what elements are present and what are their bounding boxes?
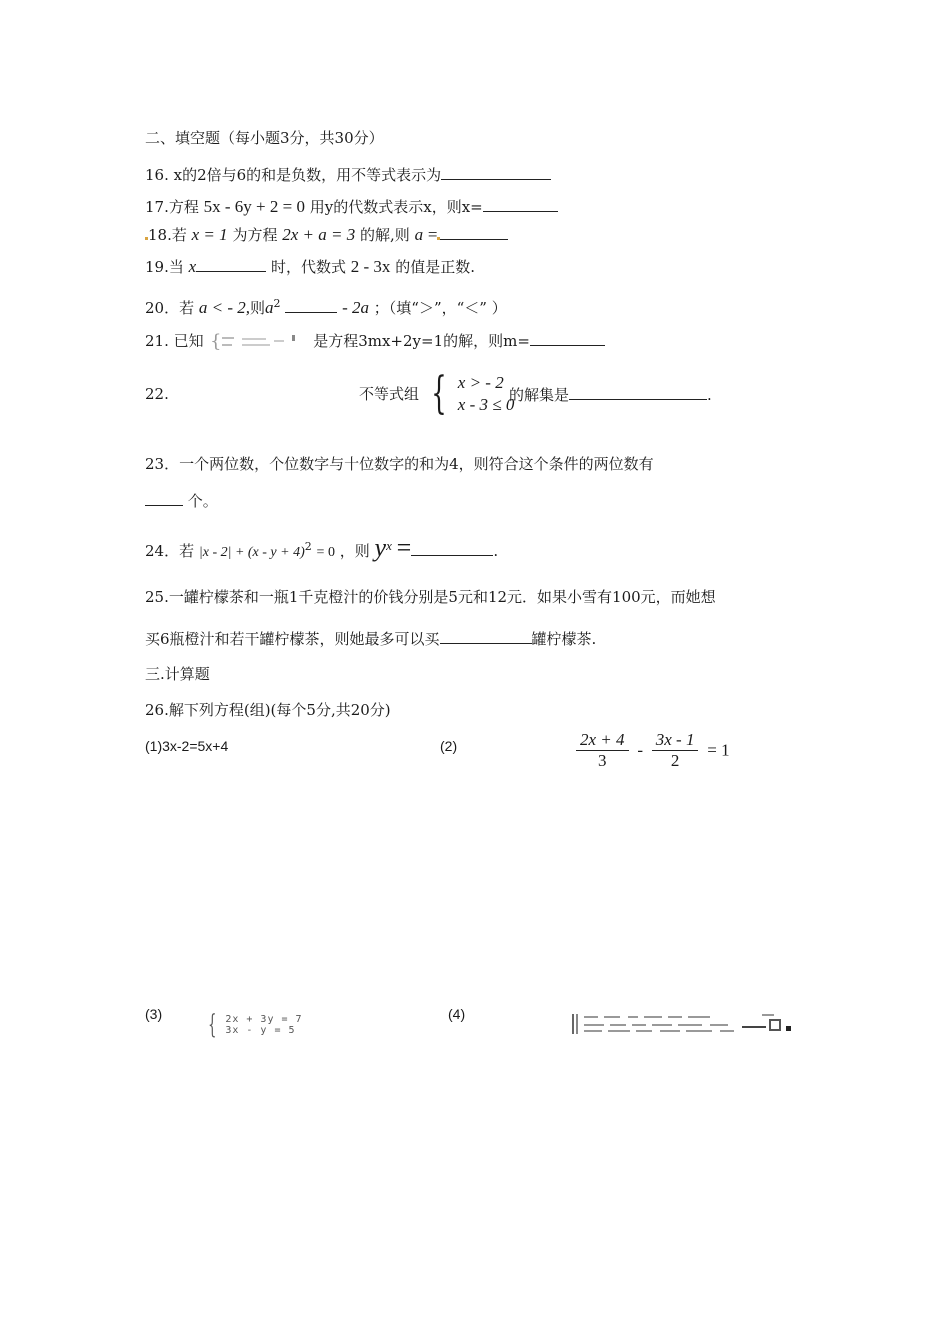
q26-part2-label: (2) [440, 738, 458, 754]
q18-equation: 2x + a = 3 [282, 225, 356, 244]
blurred-equation-system-image [570, 1012, 840, 1038]
q26-part3-line1: 2x + 3y = 7 [225, 1014, 303, 1025]
q19-pre: 19.当 [145, 258, 184, 276]
answer-blank[interactable] [285, 297, 337, 313]
rhs: = 1 [707, 740, 730, 760]
q19-post: 的值是正数. [395, 258, 475, 276]
q17-equation: 5x - 6y + 2 = 0 [203, 197, 305, 216]
fraction-2-numerator: 3x - 1 [652, 730, 699, 751]
fraction-1 [576, 730, 629, 771]
answer-blank[interactable] [530, 330, 605, 346]
q20-then: 则 [250, 299, 266, 317]
q21-post: 是方程3mx+2y=1的解，则m= [313, 332, 530, 350]
q22-system [425, 368, 515, 419]
q26-part4-label: (4) [448, 1006, 466, 1022]
q22-post: 的解集是 [509, 386, 570, 404]
svg-text:{: { [210, 332, 222, 352]
fraction-2 [652, 730, 699, 771]
q24-eq: = 0 [316, 545, 335, 560]
q24-power: x [386, 538, 392, 553]
question-21 [145, 330, 605, 352]
blurred-equation-system-image [208, 332, 308, 352]
fraction-2-denominator: 2 [670, 751, 680, 770]
q22-line1: x > - 2 [457, 373, 504, 392]
question-19 [145, 256, 475, 277]
q17-post: 用y的代数式表示x，则x= [309, 198, 483, 216]
q26-part3-label: (3) [145, 1006, 163, 1022]
answer-blank[interactable] [145, 490, 183, 506]
fraction-1-numerator: 2x + 4 [576, 730, 629, 751]
q26-part1: (1)3x-2=5x+4 [145, 738, 229, 754]
question-16 [145, 164, 551, 185]
question-23-line2 [145, 490, 218, 511]
answer-blank[interactable] [483, 196, 558, 212]
q26-part2-equation [572, 730, 730, 771]
q22-end: . [707, 386, 712, 404]
q19-expr: 2 - 3x [350, 257, 391, 276]
question-25-line2 [145, 628, 596, 649]
question-18 [145, 224, 508, 245]
q20-exponent: 2 [273, 297, 281, 310]
q24-end: . [493, 542, 499, 560]
brace-icon: { [431, 368, 447, 419]
q16-text: 16. x的2倍与6的和是负数，用不等式表示为 [145, 166, 442, 184]
section-fill-in-title: 二、填空题（每小题3分，共30分） [145, 129, 384, 147]
q20-condition: a < - 2, [198, 298, 251, 317]
answer-blank[interactable] [569, 384, 707, 400]
question-17 [145, 196, 558, 217]
q25-line2-post: 罐柠檬茶. [531, 630, 597, 648]
q20-pre: 20．若 [145, 299, 195, 317]
answer-blank[interactable] [441, 164, 551, 180]
q19-mid: 时，代数式 [270, 258, 346, 276]
answer-blank[interactable] [440, 628, 532, 644]
q18-var: a [414, 225, 424, 244]
question-20 [145, 294, 507, 318]
fraction-1-denominator: 3 [598, 751, 607, 770]
q24-then: ，则 [339, 542, 370, 560]
minus-operator: - [637, 740, 643, 760]
q20-post: ；（填“＞”，“＜” ） [373, 299, 507, 317]
q26-part3-system [204, 1012, 303, 1038]
q20-rhs: - 2a [342, 298, 370, 317]
q24-equals: = [396, 533, 412, 562]
q20-lhs: a [265, 298, 274, 317]
q21-pre: 21. 已知 [145, 332, 204, 350]
q17-pre: 17.方程 [145, 198, 199, 216]
q22-line2: x - 3 ≤ 0 [457, 395, 515, 414]
question-23-line1: 23．一个两位数，个位数字与十位数字的和为4，则符合这个条件的两位数有 [145, 455, 654, 473]
brace-icon: { [208, 1010, 217, 1040]
q18-condition: x = 1 [191, 225, 228, 244]
section-calculation-title: 三.计算题 [145, 665, 210, 683]
q22-post-wrap [509, 384, 712, 405]
question-25-line1: 25.一罐柠檬茶和一瓶1千克橙汁的价钱分别是5元和12元．如果小雪有100元，而她想 [145, 588, 716, 606]
q23-line2: 个。 [187, 492, 218, 510]
q18-eqsign: = [427, 225, 438, 244]
q19-var: x [188, 257, 197, 276]
answer-blank[interactable] [411, 540, 493, 556]
q18-mid: 为方程 [232, 226, 278, 244]
question-26-title: 26.解下列方程(组)(每个5分,共20分) [145, 701, 391, 719]
answer-blank[interactable] [196, 256, 266, 272]
answer-blank[interactable] [440, 224, 508, 240]
q26-part3-line2: 3x - y = 5 [225, 1025, 296, 1036]
q22-number: 22. [145, 385, 169, 403]
q24-pre: 24．若 [145, 542, 195, 560]
q18-post: 的解,则 [360, 226, 410, 244]
q25-line2-pre: 买6瓶橙汁和若干罐柠檬茶，则她最多可以买 [145, 630, 440, 648]
q24-exponent: 2 [304, 540, 312, 553]
q24-base: y [374, 533, 387, 562]
q24-expr: |x - 2| + (x - y + 4) [198, 545, 305, 560]
q22-pre: 不等式组 [359, 385, 420, 403]
question-24 [145, 533, 499, 563]
q18-pre: 18.若 [148, 226, 187, 244]
